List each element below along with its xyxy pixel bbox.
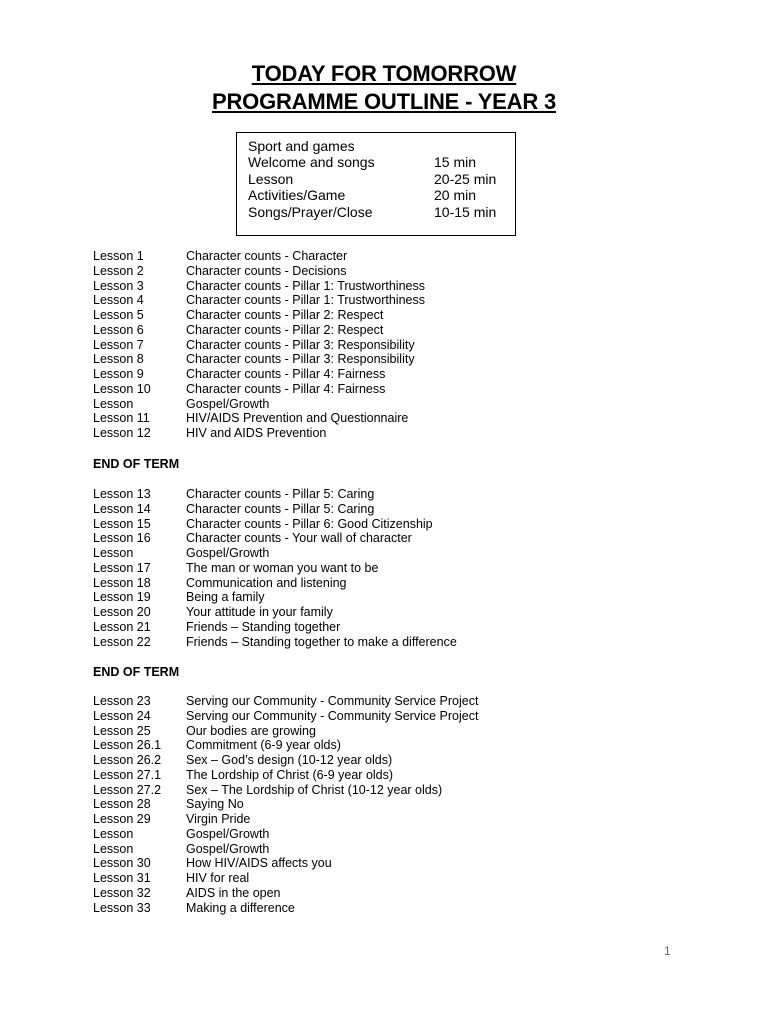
lesson-title: Gospel/Growth bbox=[186, 826, 270, 841]
lesson-number: Lesson 8 bbox=[93, 352, 144, 367]
lesson-title: Making a difference bbox=[186, 900, 295, 915]
lesson-title: Communication and listening bbox=[186, 575, 347, 590]
lesson-row bbox=[93, 308, 425, 323]
lesson-number: Lesson 13 bbox=[93, 487, 151, 501]
lesson-title: Character counts - Pillar 4: Fairness bbox=[186, 367, 386, 381]
lesson-row bbox=[93, 738, 478, 753]
lesson-row bbox=[93, 352, 425, 367]
lesson-row bbox=[93, 293, 425, 308]
lesson-row bbox=[93, 724, 478, 739]
lesson-row bbox=[93, 502, 457, 517]
schedule-row bbox=[248, 204, 515, 220]
lesson-number: Lesson 33 bbox=[93, 900, 151, 915]
lesson-row bbox=[93, 576, 457, 591]
lesson-row bbox=[93, 694, 478, 709]
lesson-number: Lesson 31 bbox=[93, 871, 151, 885]
lesson-number: Lesson 20 bbox=[93, 605, 151, 619]
lesson-row bbox=[93, 561, 457, 576]
lesson-number: Lesson 10 bbox=[93, 381, 151, 396]
term-1-lesson-list bbox=[93, 249, 425, 441]
page-number: 1 bbox=[664, 944, 671, 958]
lesson-number: Lesson 24 bbox=[93, 708, 151, 723]
lesson-row bbox=[93, 531, 457, 546]
lesson-title: Serving our Community - Community Service Project bbox=[186, 708, 479, 723]
term-3-lesson-list bbox=[93, 694, 478, 915]
lesson-row bbox=[93, 886, 478, 901]
lesson-title: Gospel/Growth bbox=[186, 396, 270, 411]
lesson-number: Lesson 14 bbox=[93, 501, 151, 516]
lesson-row bbox=[93, 901, 478, 916]
lesson-row bbox=[93, 249, 425, 264]
lesson-row bbox=[93, 264, 425, 279]
schedule-activity: Activities/Game bbox=[248, 187, 346, 204]
lesson-number: Lesson 6 bbox=[93, 322, 144, 337]
lesson-number: Lesson 28 bbox=[93, 797, 151, 812]
lesson-title: Friends – Standing together to make a difference bbox=[186, 634, 457, 649]
lesson-row bbox=[93, 768, 478, 783]
lesson-number: Lesson 25 bbox=[93, 723, 151, 738]
schedule-time: 10-15 min bbox=[434, 203, 497, 220]
schedule-row bbox=[248, 138, 515, 154]
lesson-title: Character counts - Decisions bbox=[186, 263, 347, 278]
lesson-title: Character counts - Pillar 1: Trustworthiness bbox=[186, 293, 425, 308]
end-of-term-heading: END OF TERM bbox=[93, 665, 180, 679]
lesson-row bbox=[93, 487, 457, 502]
lesson-number: Lesson 16 bbox=[93, 531, 151, 546]
lesson-number: Lesson 1 bbox=[93, 249, 144, 263]
lesson-row bbox=[93, 323, 425, 338]
lesson-number: Lesson 17 bbox=[93, 560, 151, 575]
lesson-number: Lesson 15 bbox=[93, 516, 151, 531]
lesson-title: Character counts - Pillar 2: Respect bbox=[186, 308, 384, 322]
schedule-activity: Sport and games bbox=[248, 138, 355, 154]
lesson-number: Lesson 21 bbox=[93, 619, 151, 634]
lesson-number: Lesson 3 bbox=[93, 278, 144, 293]
lesson-number: Lesson bbox=[93, 841, 134, 856]
lesson-title: Gospel/Growth bbox=[186, 841, 270, 856]
schedule-row bbox=[248, 154, 515, 170]
lesson-title: Character counts - Pillar 5: Caring bbox=[186, 501, 375, 516]
schedule-time bbox=[434, 138, 515, 154]
lesson-title: Character counts - Pillar 6: Good Citizenship bbox=[186, 516, 433, 531]
lesson-row bbox=[93, 605, 457, 620]
lesson-row bbox=[93, 590, 457, 605]
lesson-row bbox=[93, 871, 478, 886]
lesson-title: Being a family bbox=[186, 590, 265, 605]
schedule-activity: Welcome and songs bbox=[248, 154, 375, 171]
lesson-title: Character counts - Pillar 4: Fairness bbox=[186, 381, 386, 396]
lesson-number: Lesson 27.1 bbox=[93, 767, 162, 782]
lesson-number: Lesson 11 bbox=[93, 411, 150, 426]
lesson-title: Friends – Standing together bbox=[186, 619, 341, 634]
lesson-row bbox=[93, 620, 457, 635]
lesson-number: Lesson 19 bbox=[93, 590, 151, 605]
lesson-row bbox=[93, 709, 478, 724]
schedule-row bbox=[248, 187, 515, 203]
lesson-title: Serving our Community - Community Service Project bbox=[186, 694, 479, 708]
lesson-title: Character counts - Pillar 1: Trustworthiness bbox=[186, 278, 425, 293]
lesson-row bbox=[93, 842, 478, 857]
schedule-row bbox=[248, 171, 515, 187]
document-subtitle: PROGRAMME OUTLINE - YEAR 3 bbox=[212, 89, 556, 114]
lesson-title: The man or woman you want to be bbox=[186, 560, 379, 575]
lesson-row bbox=[93, 411, 425, 426]
lesson-number: Lesson 2 bbox=[93, 263, 144, 278]
lesson-title: Character counts - Your wall of character bbox=[186, 531, 412, 546]
lesson-row bbox=[93, 338, 425, 353]
lesson-number: Lesson bbox=[93, 396, 134, 411]
lesson-number: Lesson bbox=[93, 826, 134, 841]
lesson-title: Saying No bbox=[186, 797, 244, 812]
lesson-row bbox=[93, 753, 478, 768]
document-title: TODAY FOR TOMORROW bbox=[251, 61, 517, 86]
lesson-title: Gospel/Growth bbox=[186, 546, 270, 560]
lesson-row bbox=[93, 517, 457, 532]
lesson-number: Lesson 4 bbox=[93, 293, 144, 308]
lesson-number: Lesson 12 bbox=[93, 426, 151, 440]
lesson-number: Lesson bbox=[93, 546, 134, 560]
session-schedule-box bbox=[236, 132, 516, 236]
lesson-title: HIV/AIDS Prevention and Questionnaire bbox=[186, 411, 409, 426]
lesson-title: Character counts - Pillar 2: Respect bbox=[186, 322, 384, 337]
lesson-row bbox=[93, 426, 425, 441]
lesson-row bbox=[93, 827, 478, 842]
lesson-number: Lesson 26.2 bbox=[93, 753, 162, 767]
lesson-title: The Lordship of Christ (6-9 year olds) bbox=[186, 767, 394, 782]
lesson-row bbox=[93, 812, 478, 827]
lesson-title: HIV and AIDS Prevention bbox=[186, 426, 327, 440]
lesson-row bbox=[93, 546, 457, 561]
lesson-row bbox=[93, 382, 425, 397]
lesson-title: Sex – The Lordship of Christ (10-12 year olds) bbox=[186, 782, 443, 797]
schedule-time: 20-25 min bbox=[434, 170, 497, 187]
lesson-title: Virgin Pride bbox=[186, 812, 251, 826]
lesson-row bbox=[93, 783, 478, 798]
lesson-title: AIDS in the open bbox=[186, 885, 281, 900]
lesson-title: Character counts - Pillar 3: Responsibility bbox=[186, 352, 415, 367]
schedule-time: 15 min bbox=[434, 154, 477, 171]
lesson-title: Character counts - Character bbox=[186, 249, 348, 263]
lesson-title: HIV for real bbox=[186, 871, 250, 885]
lesson-number: Lesson 29 bbox=[93, 812, 151, 826]
lesson-number: Lesson 7 bbox=[93, 337, 144, 352]
schedule-activity: Songs/Prayer/Close bbox=[248, 203, 373, 220]
end-of-term-heading: END OF TERM bbox=[93, 457, 180, 471]
lesson-title: Your attitude in your family bbox=[186, 605, 333, 619]
schedule-time: 20 min bbox=[434, 187, 477, 204]
lesson-number: Lesson 30 bbox=[93, 856, 151, 871]
lesson-title: Character counts - Pillar 3: Responsibility bbox=[186, 337, 415, 352]
lesson-number: Lesson 18 bbox=[93, 575, 151, 590]
lesson-title: How HIV/AIDS affects you bbox=[186, 856, 332, 871]
schedule-activity: Lesson bbox=[248, 170, 294, 187]
lesson-row bbox=[93, 856, 478, 871]
lesson-row bbox=[93, 635, 457, 650]
lesson-title: Character counts - Pillar 5: Caring bbox=[186, 487, 375, 501]
lesson-row bbox=[93, 367, 425, 382]
lesson-number: Lesson 32 bbox=[93, 885, 151, 900]
lesson-title: Our bodies are growing bbox=[186, 723, 316, 738]
lesson-number: Lesson 26.1 bbox=[93, 738, 162, 753]
lesson-number: Lesson 22 bbox=[93, 634, 151, 649]
lesson-number: Lesson 23 bbox=[93, 694, 151, 708]
lesson-number: Lesson 27.2 bbox=[93, 782, 162, 797]
lesson-number: Lesson 9 bbox=[93, 367, 144, 381]
lesson-number: Lesson 5 bbox=[93, 308, 144, 322]
lesson-title: Sex – God’s design (10-12 year olds) bbox=[186, 753, 393, 767]
lesson-row bbox=[93, 279, 425, 294]
term-2-lesson-list bbox=[93, 487, 457, 649]
lesson-row bbox=[93, 797, 478, 812]
lesson-row bbox=[93, 397, 425, 412]
lesson-title: Commitment (6-9 year olds) bbox=[186, 738, 341, 753]
